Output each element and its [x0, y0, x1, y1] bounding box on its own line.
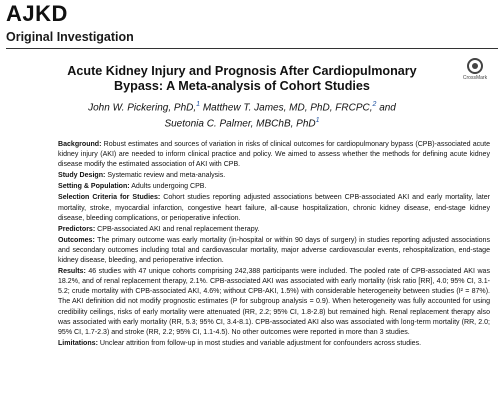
abstract-label: Outcomes:	[58, 236, 95, 244]
author-conjunction: and	[379, 102, 396, 114]
affiliation-marker[interactable]: 2	[372, 101, 377, 108]
author-name: John W. Pickering, PhD,	[88, 102, 197, 114]
crossmark-label: CrossMark	[462, 75, 488, 81]
abstract-background	[58, 140, 490, 170]
author-line-2	[40, 114, 444, 130]
abstract-label: Predictors:	[58, 225, 96, 233]
abstract-setting-population	[58, 182, 490, 192]
affiliation-marker[interactable]: 1	[315, 117, 320, 125]
abstract-results	[58, 267, 490, 338]
abstract-text: The primary outcome was early mortality (in-hospital or within 90 days of surgery) in studies reporting adjusted associations and secondary outcomes including total and cardiovascular mortality, major adverse cardiovascular events, rehospitalization, end-stage kidney disease, bleeding, and perioperative infection.	[58, 236, 490, 265]
journal-logo: AJKD	[6, 1, 68, 26]
abstract-predictors	[58, 225, 490, 235]
abstract-limitations	[58, 339, 490, 349]
abstract-selection-criteria	[58, 193, 490, 223]
affiliation-marker[interactable]: 1	[196, 101, 201, 108]
abstract	[58, 140, 490, 350]
abstract-text: Systematic review and meta-analysis.	[107, 172, 226, 180]
author-name: Suetonia C. Palmer, MBChB, PhD	[164, 118, 316, 130]
author-line-1	[40, 98, 444, 114]
title-line-2: Bypass: A Meta-analysis of Cohort Studies	[114, 79, 370, 93]
author-list	[40, 98, 444, 131]
title-line-1: Acute Kidney Injury and Prognosis After Cardiopulmonary	[67, 64, 417, 78]
abstract-label: Limitations:	[58, 339, 98, 347]
abstract-label: Selection Criteria for Studies:	[58, 194, 161, 202]
abstract-label: Study Design:	[58, 172, 106, 180]
abstract-text: Unclear attrition from follow-up in most studies and variable adjustment for confounders across studies.	[99, 339, 422, 347]
crossmark-icon	[467, 58, 483, 74]
abstract-text: Adults undergoing CPB.	[131, 183, 207, 191]
abstract-study-design	[58, 171, 490, 181]
header-rule	[6, 48, 498, 49]
abstract-text: Cohort studies reporting adjusted associations between CPB-associated AKI and early mortality, later mortality, stroke, myocardial infarction, congestive heart failure, all-cause hospitalization, chronic kidney disease, end-stage kidney disease, bleeding complications, or perioperative infection.	[58, 194, 490, 222]
abstract-text: CPB-associated AKI and renal replacement therapy.	[97, 225, 260, 233]
abstract-label: Background:	[58, 141, 102, 148]
abstract-text: Robust estimates and sources of variation in risks of clinical outcomes for cardiopulmonary bypass (CPB)-associated acute kidney injury (AKI) are needed to inform clinical practice and policy. We aimed to assess whether the methods for defining acute kidney disease modify the estimated association of AKI with CPB.	[58, 141, 490, 169]
crossmark-badge[interactable]	[460, 58, 490, 84]
abstract-text: 46 studies with 47 unique cohorts comprising 242,388 participants were included. The pooled rate of CPB-associated AKI was 18.2%, and of renal replacement therapy, 2.1%. CPB-associated AKI was associated with early mortality (risk ratio [RR], 4.0; 95% CI, 3.1-5.2; crude mortality with CPB-associated AKI, 4.6%; without CPB-AKI, 1.5%) with considerable heterogeneity between studies (I² = 87%). The AKI definition did not modify prognostic estimates (P for subgroup analysis = 0.9). When heterogeneity was fully accounted for using credibility ceilings, risks of early mortality were attenuated (RR, 2.2; 95% CI, 1.8-2.8) but remained high. Renal replacement therapy also was associated with early mortality (RR, 5.3; 95% CI, 3.4-8.1). CPB-associated AKI also was associated with long-term mortality (RR, 2.0; 95% CI, 1.7-2.3) and stroke (RR, 2.2; 95% CI, 1.1-4.5). No other outcomes were reported in more than 3 studies.	[58, 268, 490, 336]
author-name: Matthew T. James, MD, PhD, FRCPC,	[202, 102, 373, 114]
abstract-label: Results:	[58, 268, 86, 276]
article-title	[40, 64, 444, 94]
section-label: Original Investigation	[6, 30, 134, 44]
abstract-label: Setting & Population:	[58, 183, 130, 191]
abstract-outcomes	[58, 236, 490, 266]
